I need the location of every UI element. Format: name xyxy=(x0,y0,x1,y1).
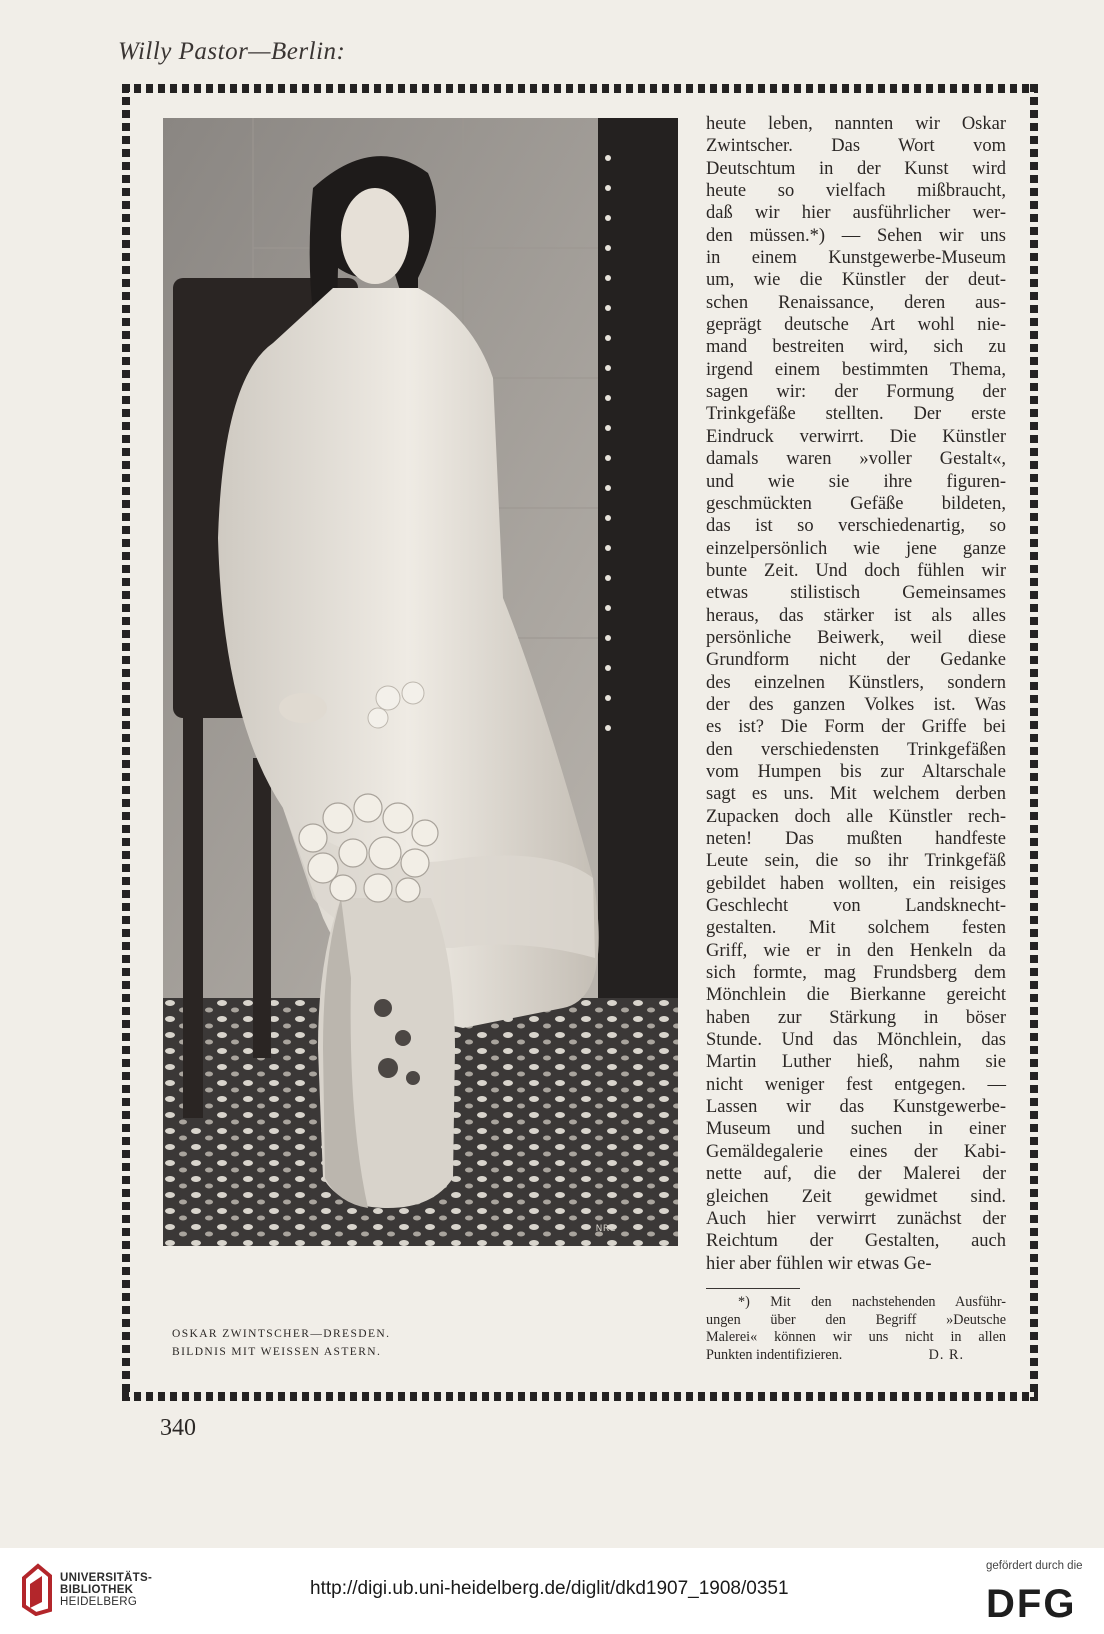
body-line: das ist so verschiedenartig, so xyxy=(706,516,1006,537)
photo-credit: NRC xyxy=(595,1224,616,1234)
footnote-rule xyxy=(706,1288,800,1289)
body-line: heute so vielfach mißbraucht, xyxy=(706,181,1006,202)
funder-label: gefördert durch die xyxy=(986,1560,1083,1572)
body-line: Gemäldegalerie eines der Kabi- xyxy=(706,1141,1006,1162)
body-line: mand bestreiten wird, sich zu xyxy=(706,337,1006,358)
body-line: Trinkgefäße stellten. Der erste xyxy=(706,404,1006,425)
body-line: Zupacken doch alle Künstler rech- xyxy=(706,806,1006,827)
body-line: der des ganzen Volkes ist. Was xyxy=(706,694,1006,715)
figure-caption xyxy=(172,1325,390,1361)
body-line: einzelpersönlich wie jene ganze xyxy=(706,538,1006,559)
footnote-signature: D. R. xyxy=(928,1346,964,1363)
body-line: Leute sein, die so ihr Trinkgefäß xyxy=(706,851,1006,872)
footnote-line: ungen über den Begriff »Deutsche xyxy=(706,1311,1006,1328)
body-line: nette auf, die der Malerei der xyxy=(706,1164,1006,1185)
body-line: in einem Kunstgewerbe-Museum xyxy=(706,248,1006,269)
body-line: und wie sie ihre figuren- xyxy=(706,471,1006,492)
body-line: Lassen wir das Kunstgewerbe- xyxy=(706,1097,1006,1118)
body-line: Geschlecht von Landsknecht- xyxy=(706,896,1006,917)
body-line: gleichen Zeit gewidmet sind. xyxy=(706,1186,1006,1207)
decorative-border-top xyxy=(122,84,1038,93)
body-line: neten! Das mußten handfeste xyxy=(706,829,1006,849)
body-line: etwas stilistisch Gemeinsames xyxy=(706,583,1006,604)
body-line: schen Renaissance, deren aus- xyxy=(706,292,1006,313)
body-line: gestalten. Mit solchem festen xyxy=(706,918,1006,939)
body-line: vom Humpen bis zur Altarschale xyxy=(706,761,1006,782)
decorative-border-bottom xyxy=(122,1392,1038,1401)
body-line: Eindruck verwirrt. Die Künstler xyxy=(706,426,1006,447)
decorative-border-left xyxy=(122,84,130,1401)
footnote-line: *) Mit den nachstehenden Ausführ- xyxy=(738,1294,1006,1310)
body-line: Martin Luther hieß, nahm sie xyxy=(706,1052,1006,1073)
body-line: des einzelnen Künstlers, sondern xyxy=(706,672,1006,693)
body-line: persönliche Beiwerk, weil diese xyxy=(706,627,1006,648)
body-line: sagen wir: der Formung der xyxy=(706,382,1006,403)
caption-title: BILDNIS MIT WEISSEN ASTERN. xyxy=(172,1346,382,1358)
body-line: den müssen.*) — Sehen wir uns xyxy=(706,225,1006,246)
body-line: geprägt deutsche Art wohl nie- xyxy=(706,315,1006,336)
footnote-line: Punkten indentifizieren. xyxy=(706,1346,843,1363)
body-line: sich formte, mag Frundsberg dem xyxy=(706,963,1006,984)
body-line: Zwintscher. Das Wort vom xyxy=(706,136,1006,157)
portrait-photograph xyxy=(163,118,678,1246)
footnote-line: Malerei« können wir uns nicht in allen xyxy=(706,1329,1006,1345)
body-line: hier aber fühlen wir etwas Ge- xyxy=(706,1253,932,1274)
body-line: gebildet haben wollten, ein reisiges xyxy=(706,873,1006,894)
body-line: Stunde. Und das Mönchlein, das xyxy=(706,1030,1006,1051)
footnote xyxy=(706,1294,1006,1364)
body-line: Auch hier verwirrt zunächst der xyxy=(706,1208,1006,1229)
page-number: 340 xyxy=(160,1415,196,1441)
body-line: heute leben, nannten wir Oskar xyxy=(706,114,1006,134)
body-line: Griff, wie er in den Henkeln da xyxy=(706,940,1006,961)
caption-artist: OSKAR ZWINTSCHER—DRESDEN. xyxy=(172,1328,391,1340)
body-line: es ist? Die Form der Griffe bei xyxy=(706,717,1006,738)
decorative-border-right xyxy=(1030,84,1038,1401)
body-line: heraus, das stärker ist als alles xyxy=(706,605,1006,626)
body-line: damals waren »voller Gestalt«, xyxy=(706,449,1006,470)
body-line: daß wir hier ausführlicher wer- xyxy=(706,203,1006,224)
body-line: Reichtum der Gestalten, auch xyxy=(706,1231,1006,1252)
digitization-footer xyxy=(0,1548,1104,1634)
body-line: bunte Zeit. Und doch fühlen wir xyxy=(706,560,1006,581)
body-line: Deutschtum in der Kunst wird xyxy=(706,158,1006,179)
body-text-column xyxy=(706,113,1006,1275)
permalink-url[interactable]: http://digi.ub.uni-heidelberg.de/diglit/dkd1907_1908/0351 xyxy=(310,1578,789,1599)
institution-name: UNIVERSITÄTS- BIBLIOTHEK HEIDELBERG xyxy=(60,1572,153,1608)
body-line: sagt es uns. Mit welchem derben xyxy=(706,784,1006,805)
body-line: um, wie die Künstler der deut- xyxy=(706,270,1006,291)
body-line: nicht weniger fest entgegen. — xyxy=(706,1074,1006,1095)
university-library-logo-icon xyxy=(20,1562,54,1616)
dfg-logo-icon xyxy=(986,1581,1086,1621)
body-line: Mönchlein die Bierkanne gereicht xyxy=(706,985,1006,1006)
body-line: irgend einem bestimmten Thema, xyxy=(706,359,1006,380)
body-line: den verschiedensten Trinkgefäßen xyxy=(706,739,1006,760)
body-line: geschmückten Gefäße bildeten, xyxy=(706,493,1006,514)
body-line: Grundform nicht der Gedanke xyxy=(706,650,1006,671)
svg-text:DFG: DFG xyxy=(986,1582,1077,1621)
body-line: Museum und suchen in einer xyxy=(706,1119,1006,1140)
running-title: Willy Pastor—Berlin: xyxy=(118,38,346,65)
body-line: haben zur Stärkung in böser xyxy=(706,1007,1006,1028)
